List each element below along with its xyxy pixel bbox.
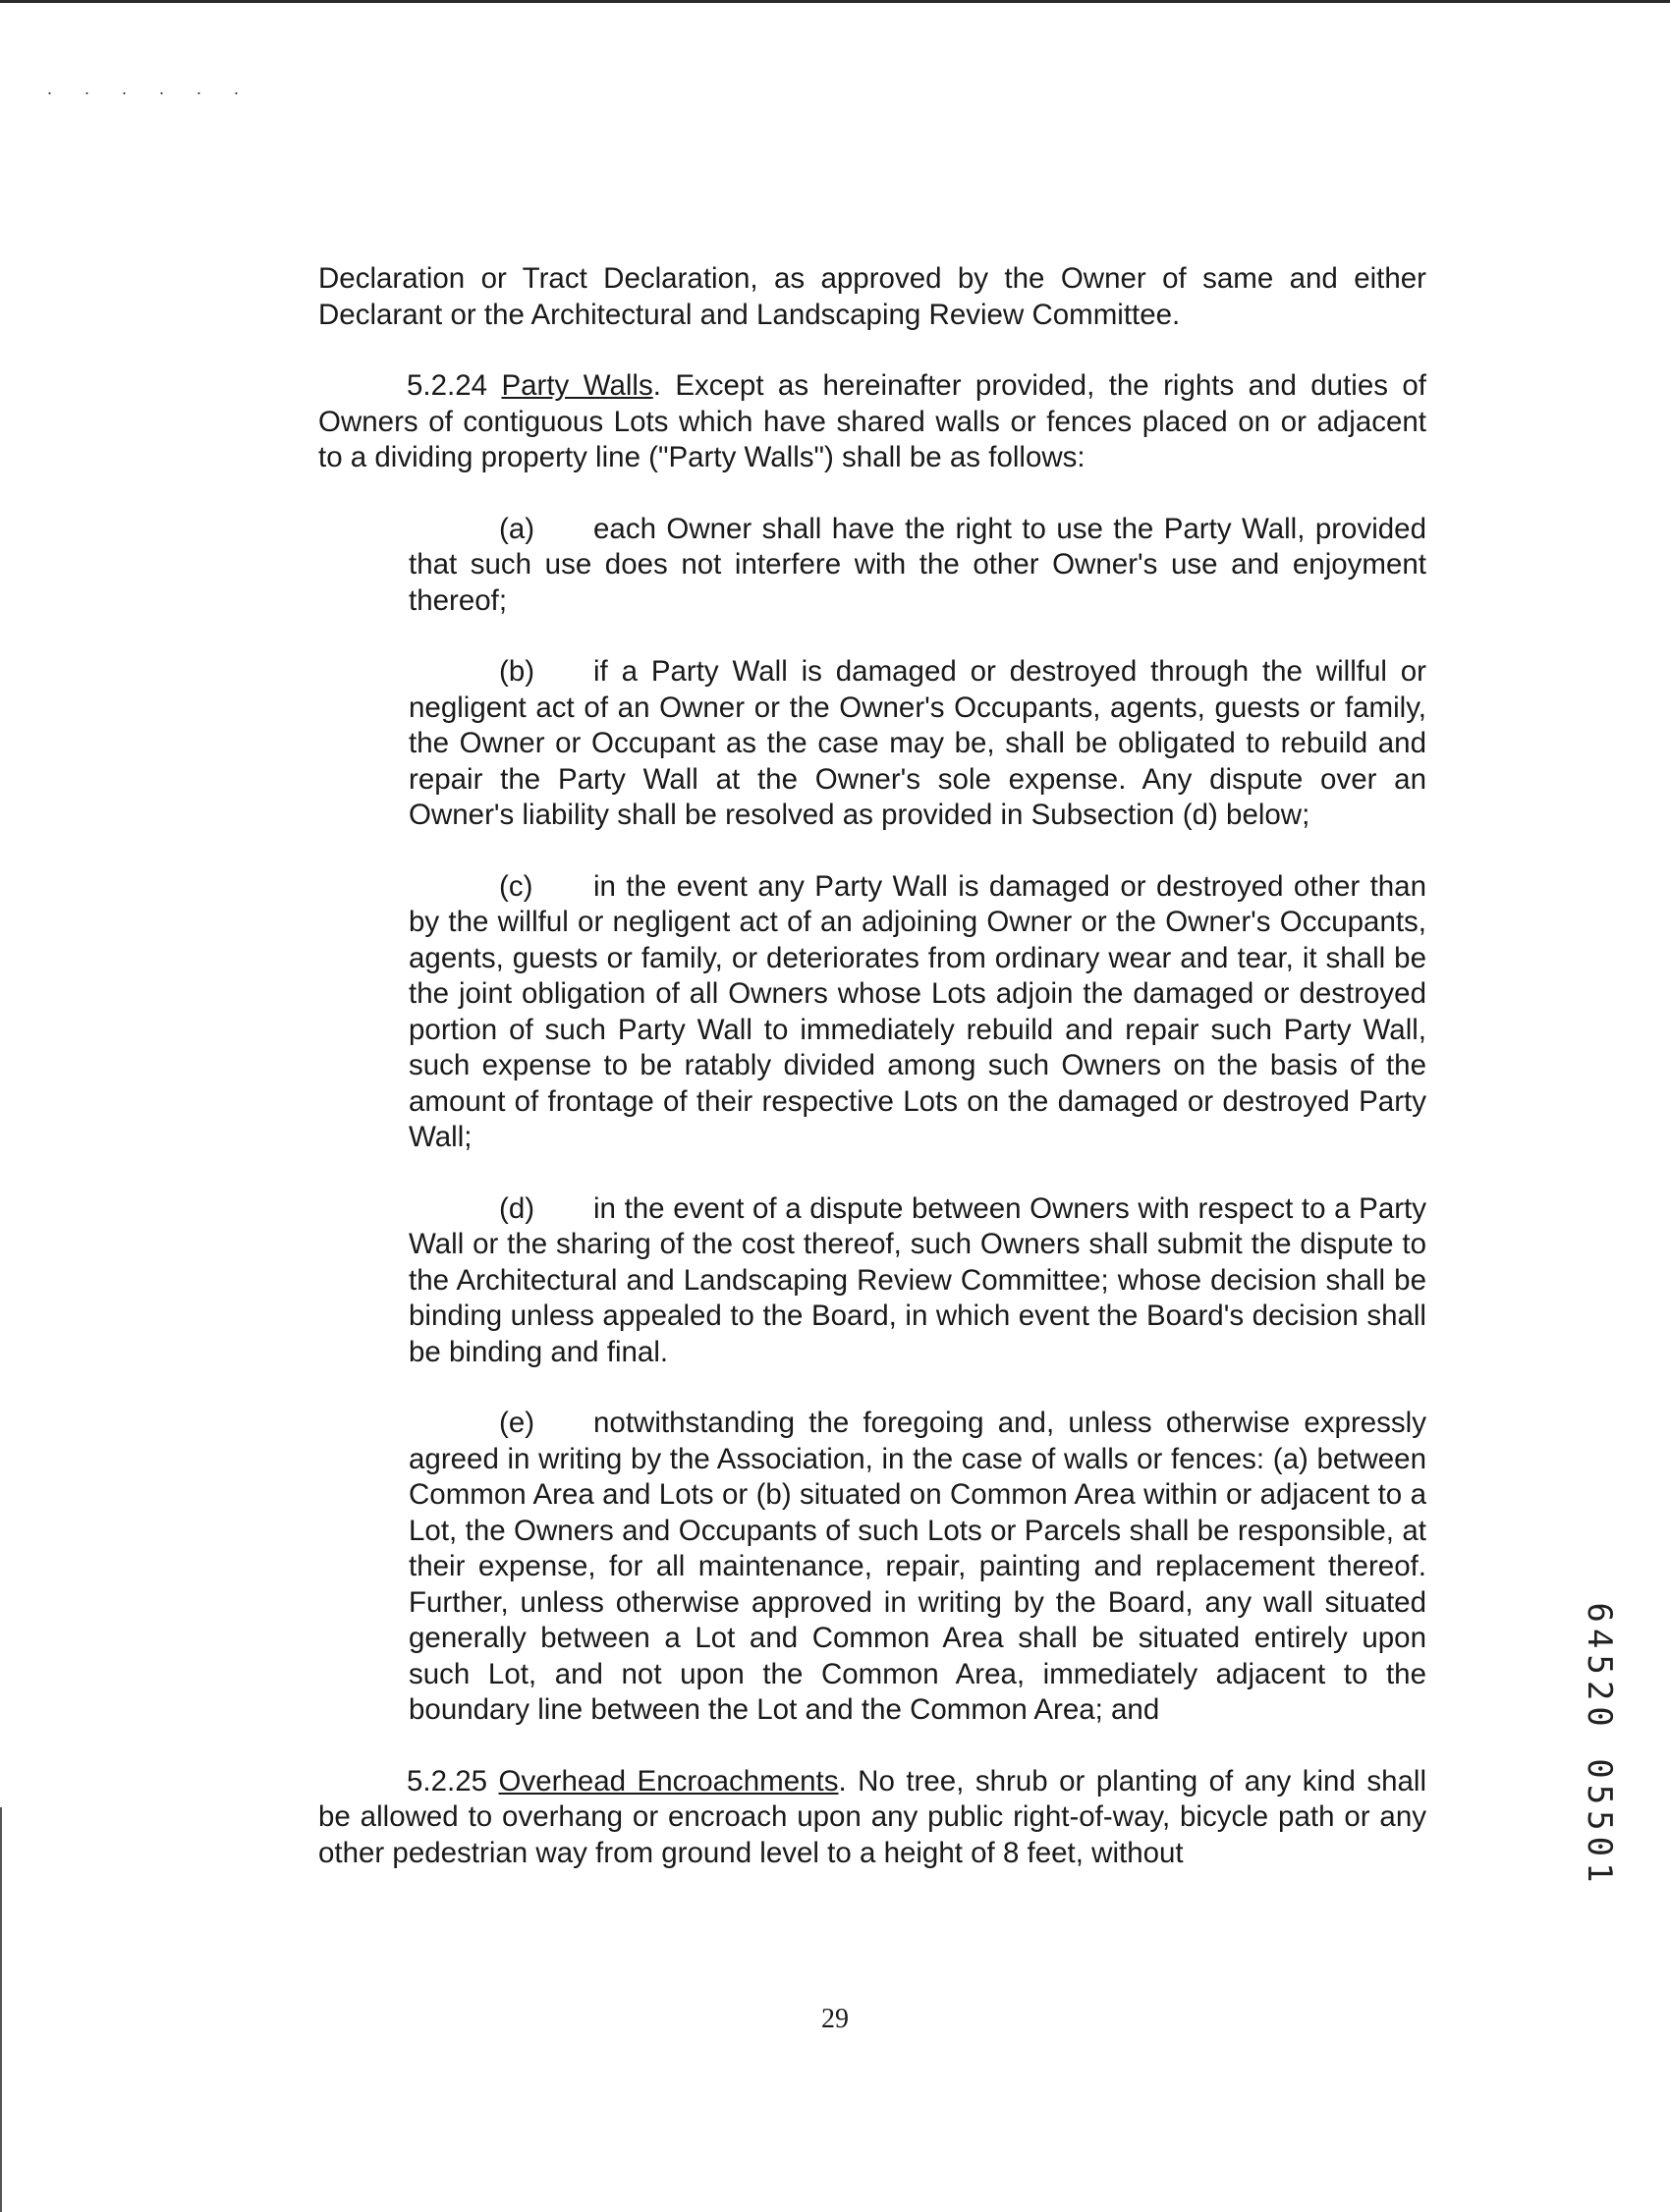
subsection-d-label: (d) <box>499 1191 535 1225</box>
section-5-2-25-number: 5.2.25 <box>407 1764 488 1797</box>
subsection-b <box>409 654 1426 834</box>
subsection-c <box>409 869 1426 1156</box>
subsection-b-label: (b) <box>499 655 535 688</box>
subsection-c-text: in the event any Party Wall is damaged or destroyed other than by the willful or negligent act of an adjoining Owner or the Owner's Occupants, agents, guests or family, or deteriorates from ordinary wear and tear, it shall be the joint obligation of all Owners whose Lots adjoin the damaged or destroyed portion of such Party Wall to immediately rebuild and repair such Party Wall, such expense to be ratably divided among such Owners on the basis of the amount of frontage of their respective Lots on the damaged or destroyed Party Wall; <box>409 869 1426 1153</box>
side-stamp <box>1570 1593 1629 1888</box>
document-body <box>318 261 1426 1871</box>
subsection-e <box>409 1406 1426 1729</box>
subsection-e-label: (e) <box>499 1407 535 1439</box>
scan-top-edge <box>0 0 1670 3</box>
subsection-a <box>409 512 1426 620</box>
scan-specks: . . . . . . <box>47 79 253 98</box>
subsection-a-text: each Owner shall have the right to use the Party Wall, provided that such use does not interfere with the other Owner's use and enjoyment thereof; <box>409 512 1426 617</box>
section-5-2-25-text: . No tree, shrub or planting of any kind shall be allowed to overhang or encroach upon any public right-of-way, bicycle path or any other pedestrian way from ground level to a height of 8 feet, without <box>318 1764 1426 1869</box>
subsection-d-text: in the event of a dispute between Owners with respect to a Party Wall or the sharing of the cost thereof, such Owners shall submit the dispute to the Architectural and Landscaping Review Committee; whose decision shall be binding unless appealed to the Board, in which event the Board's decision shall be binding and final. <box>409 1191 1426 1368</box>
intro-paragraph: Declaration or Tract Declaration, as approved by the Owner of same and either Declarant or the Architectural and Landscaping Review Committee. <box>318 262 1426 331</box>
section-5-2-25-heading: Overhead Encroachments <box>498 1764 839 1797</box>
subsection-b-text: if a Party Wall is damaged or destroyed through the willful or negligent act of an Owner or the Owner's Occupants, agents, guests or family, the Owner or Occupant as the case may be, shall be obligated to rebuild and repair the Party Wall at the Owner's sole expense. Any dispute over an Owner's liability shall be resolved as provided in Subsection (d) below; <box>409 655 1426 831</box>
subsection-a-label: (a) <box>499 512 535 545</box>
subsection-e-text: notwithstanding the foregoing and, unless otherwise expressly agreed in writing by the Association, in the case of walls or fences: (a) between Common Area and Lots or (b) situated on Common Area within or adjacent to a Lot, the Owners and Occupants of such Lots or Parcels shall be responsible, at their expense, for all maintenance, repair, painting and replacement thereof. Further, unless otherwise approved in writing by the Board, any wall situated generally between a Lot and Common Area shall be situated entirely upon such Lot, and not upon the Common Area, immediately adjacent to the boundary line between the Lot and the Common Area; and <box>409 1407 1426 1726</box>
side-stamp-text: 64520 05501 <box>1580 1602 1619 1889</box>
subsection-c-label: (c) <box>499 869 533 903</box>
section-5-2-24-text: . Except as hereinafter provided, the rights and duties of Owners of contiguous Lots which have shared walls or fences placed on or adjacent to a dividing property line ("Party Walls") shall be as follows: <box>318 369 1427 473</box>
subsection-d <box>409 1191 1426 1371</box>
section-5-2-24 <box>318 368 1426 476</box>
page-number: 29 <box>821 2004 849 2034</box>
section-5-2-25 <box>318 1764 1426 1872</box>
section-5-2-24-heading: Party Walls <box>501 369 653 402</box>
section-5-2-24-number: 5.2.24 <box>407 369 488 402</box>
